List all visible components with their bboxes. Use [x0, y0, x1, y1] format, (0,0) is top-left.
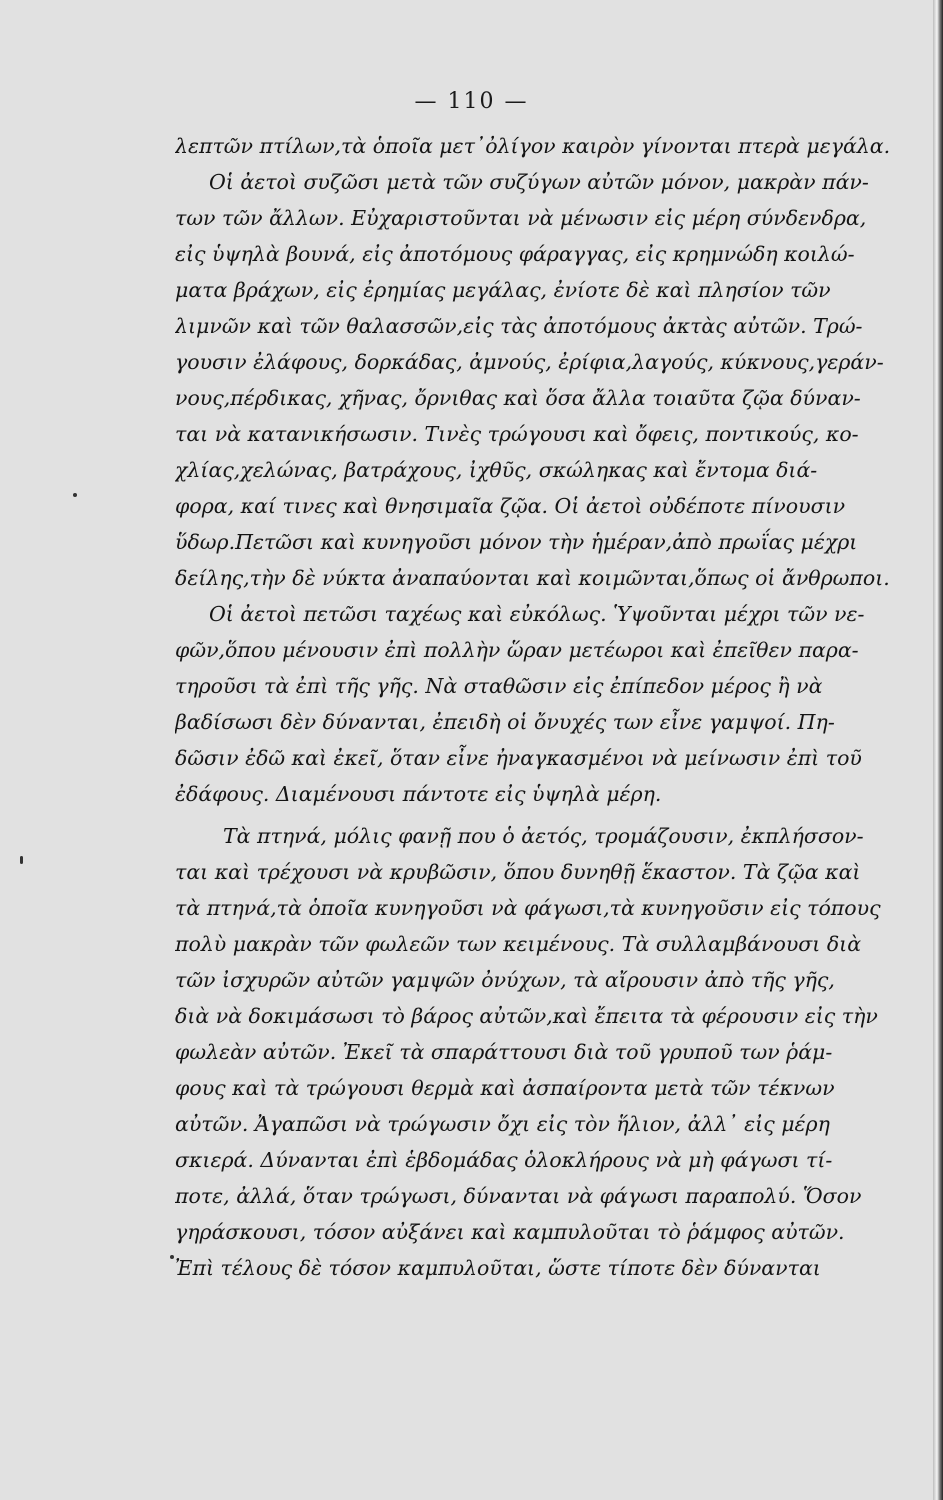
text-line: λιμνῶν καὶ τῶν θαλασσῶν,εἰς τὰς ἀποτόμους ἀκτὰς αὐτῶν. Τρώ- [175, 314, 863, 338]
text-line: ματα βράχων, εἰς ἐρημίας μεγάλας, ἐνίοτε δὲ καὶ πλησίον τῶν [175, 278, 831, 302]
text-line: των τῶν ἄλλων. Εὐχαριστοῦνται νὰ μένωσιν εἰς μέρη σύνδενδρα, [175, 206, 867, 230]
text-line: τὰ πτηνά,τὰ ὁποῖα κυνηγοῦσι νὰ φάγωσι,τὰ κυνηγοῦσιν εἰς τόπους [175, 896, 881, 920]
text-line: τῶν ἰσχυρῶν αὐτῶν γαμψῶν ὀνύχων, τὰ αἴρουσιν ἀπὸ τῆς γῆς, [175, 968, 835, 992]
text-line: νους,πέρδικας, χῆνας, ὄρνιθας καὶ ὅσα ἄλλα τοιαῦτα ζῷα δύναν- [175, 386, 861, 410]
text-line: εἰς ὑψηλὰ βουνά, εἰς ἀποτόμους φάραγγας, εἰς κρημνώδη κοιλώ- [175, 242, 855, 266]
text-line: αὐτῶν. Ἀγαπῶσι νὰ τρώγωσιν ὄχι εἰς τὸν ἥλιον, ἀλλ᾽ εἰς μέρη [175, 1112, 830, 1136]
ink-speck [73, 493, 77, 497]
text-line: χλίας,χελώνας, βατράχους, ἰχθῦς, σκώληκας καὶ ἔντομα διά- [175, 458, 818, 482]
text-line: φορα, καί τινες καὶ θνησιμαῖα ζῷα. Οἱ ἀετοὶ οὐδέποτε πίνουσιν [175, 494, 846, 518]
text-line: φωλεὰν αὐτῶν. Ἐκεῖ τὰ σπαράττουσι διὰ τοῦ γρυποῦ των ῥάμ- [175, 1040, 833, 1064]
text-line: φῶν,ὅπου μένουσιν ἐπὶ πολλὴν ὥραν μετέωροι καὶ ἐπεῖθεν παρα- [175, 638, 859, 662]
page-edge [933, 0, 943, 1500]
text-line: τηροῦσι τὰ ἐπὶ τῆς γῆς. Νὰ σταθῶσιν εἰς ἐπίπεδον μέρος ἢ νὰ [175, 674, 823, 698]
text-line: ται νὰ κατανικήσωσιν. Τινὲς τρώγουσι καὶ ὄφεις, ποντικούς, κο- [175, 422, 859, 446]
text-line: Ἐπὶ τέλους δὲ τόσον καμπυλοῦται, ὥστε τίποτε δὲν δύνανται [175, 1256, 821, 1280]
text-line: δείλης,τὴν δὲ νύκτα ἀναπαύονται καὶ κοιμῶνται,ὅπως οἱ ἄνθρωποι. [175, 566, 890, 590]
page-number: — 110 — [414, 89, 529, 114]
text-line: Οἱ ἀετοὶ συζῶσι μετὰ τῶν συζύγων αὐτῶν μόνον, μακρὰν πάν- [209, 170, 869, 194]
text-line: γηράσκουσι, τόσον αὐξάνει καὶ καμπυλοῦται τὸ ῥάμφος αὐτῶν. [175, 1220, 845, 1244]
text-line: λεπτῶν πτίλων,τὰ ὁποῖα μετ᾽ὀλίγον καιρὸν γίνονται πτερὰ μεγάλα. [175, 134, 891, 158]
ink-speck [20, 856, 23, 864]
text-line: πολὺ μακρὰν τῶν φωλεῶν των κειμένους. Τὰ συλλαμβάνουσι διὰ [175, 932, 862, 956]
ink-speck [170, 1255, 174, 1259]
text-line: ται καὶ τρέχουσι νὰ κρυβῶσιν, ὅπου δυνηθῇ ἕκαστον. Τὰ ζῷα καὶ [175, 860, 861, 884]
text-line: ποτε, ἀλλά, ὅταν τρώγωσι, δύνανται νὰ φάγωσι παραπολύ. Ὅσον [175, 1184, 862, 1208]
text-line: βαδίσωσι δὲν δύνανται, ἐπειδὴ οἱ ὄνυχές των εἶνε γαμψοί. Πη- [175, 710, 835, 734]
text-line: δῶσιν ἐδῶ καὶ ἐκεῖ, ὅταν εἶνε ἠναγκασμένοι νὰ μείνωσιν ἐπὶ τοῦ [175, 746, 862, 770]
text-line: Τὰ πτηνά, μόλις φανῇ που ὁ ἀετός, τρομάζουσιν, ἐκπλήσσον- [223, 824, 864, 848]
text-line: ἐδάφους. Διαμένουσι πάντοτε εἰς ὑψηλὰ μέρη. [175, 782, 662, 806]
text-line: γουσιν ἐλάφους, δορκάδας, ἀμνούς, ἐρίφια,λαγούς, κύκνους,γεράν- [175, 350, 884, 374]
text-line: ὕδωρ.Πετῶσι καὶ κυνηγοῦσι μόνον τὴν ἡμέραν,ἀπὸ πρωΐας μέχρι [175, 530, 858, 554]
text-line: σκιερά. Δύνανται ἐπὶ ἑβδομάδας ὁλοκλήρους νὰ μὴ φάγωσι τί- [175, 1148, 833, 1172]
text-line: φους καὶ τὰ τρώγουσι θερμὰ καὶ ἀσπαίροντα μετὰ τῶν τέκνων [175, 1076, 835, 1100]
body-text [175, 128, 935, 1286]
text-line: Οἱ ἀετοὶ πετῶσι ταχέως καὶ εὐκόλως. Ὑψοῦνται μέχρι τῶν νε- [209, 602, 865, 626]
text-line: διὰ νὰ δοκιμάσωσι τὸ βάρος αὐτῶν,καὶ ἔπειτα τὰ φέρουσιν εἰς τὴν [175, 1004, 878, 1028]
